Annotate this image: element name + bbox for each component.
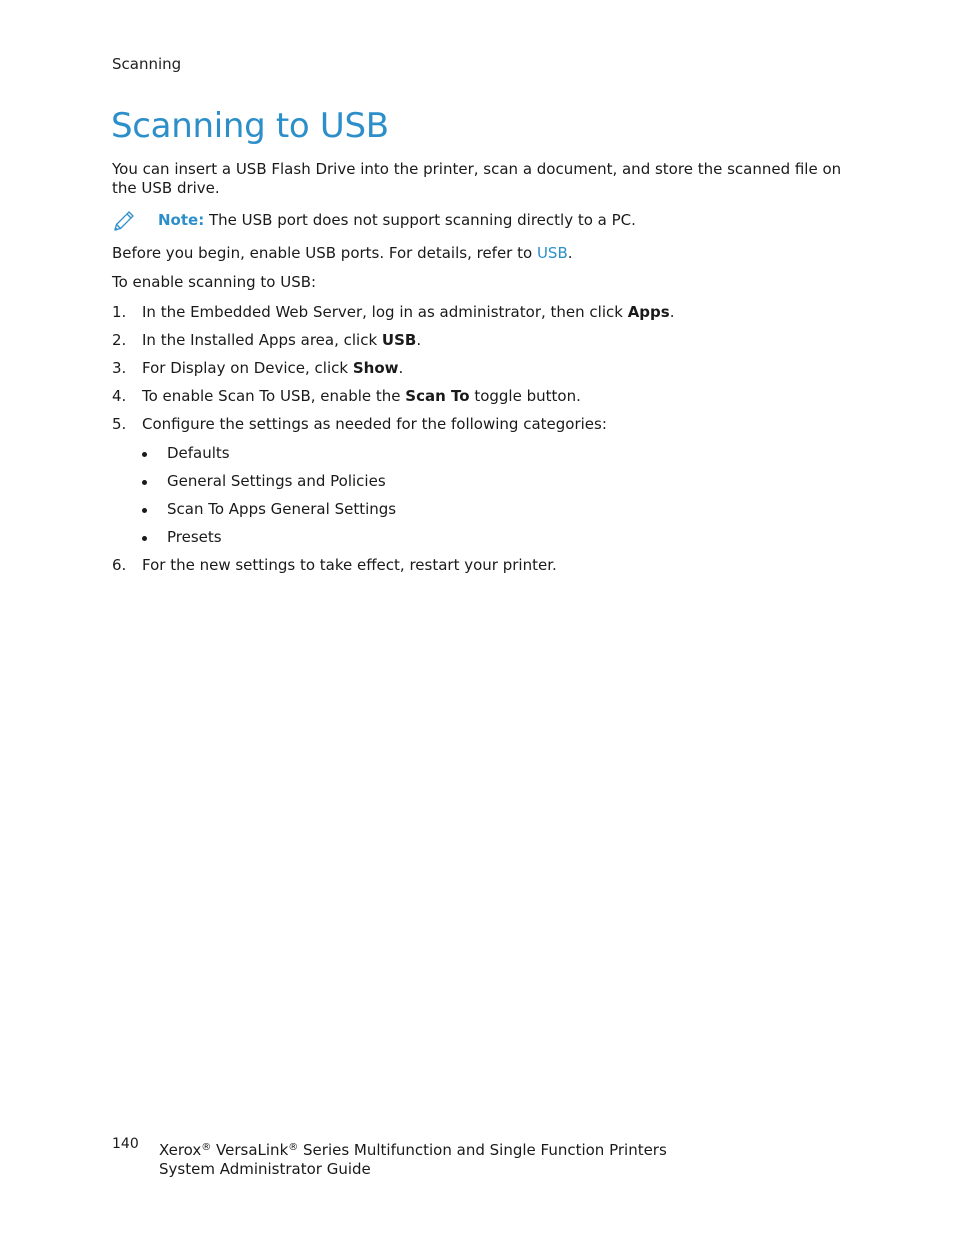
before-text: Before you begin, enable USB ports. For details, refer to — [112, 244, 537, 262]
step-text — [142, 331, 421, 350]
bullet-dot — [142, 480, 147, 485]
footer-brand-xerox: Xerox — [159, 1141, 202, 1159]
step-number: 5. — [112, 415, 127, 433]
running-header: Scanning — [112, 55, 182, 73]
step-text-pre: Configure the settings as needed for the following categories: — [142, 415, 607, 433]
note — [112, 208, 852, 236]
page-number: 140 — [112, 1136, 139, 1152]
step-text-bold: Show — [352, 359, 399, 377]
category-text: Presets — [167, 528, 222, 546]
before-end: . — [567, 244, 573, 262]
step-text-pre: For the new settings to take effect, restart your printer. — [142, 556, 557, 574]
footer-line-2: System Administrator Guide — [159, 1160, 371, 1178]
step-number: 6. — [112, 556, 127, 574]
step-text — [142, 387, 581, 406]
footer-title — [159, 1138, 667, 1179]
step-text-post: . — [669, 303, 675, 321]
step-text-post: . — [416, 331, 422, 349]
usb-link[interactable]: USB — [536, 244, 568, 262]
footer-brand-versalink: VersaLink — [211, 1141, 289, 1159]
step-text-bold: Scan To — [405, 387, 470, 405]
footer-line-1-rest: Series Multifunction and Single Function Printers — [298, 1141, 667, 1159]
step-text-bold: USB — [381, 331, 417, 349]
bullet-dot — [142, 452, 147, 457]
step-text-bold: Apps — [627, 303, 670, 321]
bullet-dot — [142, 536, 147, 541]
step-number: 4. — [112, 387, 127, 405]
category-text: Defaults — [167, 444, 230, 462]
before-paragraph — [112, 244, 573, 263]
registered-mark: ® — [288, 1142, 299, 1153]
step-number: 2. — [112, 331, 127, 349]
footer-line-1 — [159, 1138, 667, 1160]
page-title: Scanning to USB — [111, 106, 389, 146]
to-enable-paragraph: To enable scanning to USB: — [112, 273, 317, 291]
intro-paragraph: You can insert a USB Flash Drive into the printer, scan a document, and store the scanned file on the USB drive. — [112, 160, 842, 197]
note-body: The USB port does not support scanning directly to a PC. — [204, 211, 636, 229]
step-number: 1. — [112, 303, 127, 321]
pencil-icon — [112, 209, 136, 233]
note-text — [158, 211, 636, 230]
step-text-post: toggle button. — [469, 387, 581, 405]
step-text-pre: In the Installed Apps area, click — [142, 331, 382, 349]
step-number: 3. — [112, 359, 127, 377]
step-text-post: . — [398, 359, 404, 377]
step-text-pre: In the Embedded Web Server, log in as administrator, then click — [142, 303, 628, 321]
step-text — [142, 556, 557, 575]
note-label: Note: — [158, 211, 205, 229]
step-text — [142, 303, 675, 322]
category-text: Scan To Apps General Settings — [167, 500, 397, 518]
step-text — [142, 359, 403, 378]
category-text: General Settings and Policies — [167, 472, 386, 490]
bullet-dot — [142, 508, 147, 513]
step-text — [142, 415, 607, 434]
step-text-pre: For Display on Device, click — [142, 359, 353, 377]
registered-mark: ® — [201, 1142, 212, 1153]
step-text-pre: To enable Scan To USB, enable the — [142, 387, 406, 405]
